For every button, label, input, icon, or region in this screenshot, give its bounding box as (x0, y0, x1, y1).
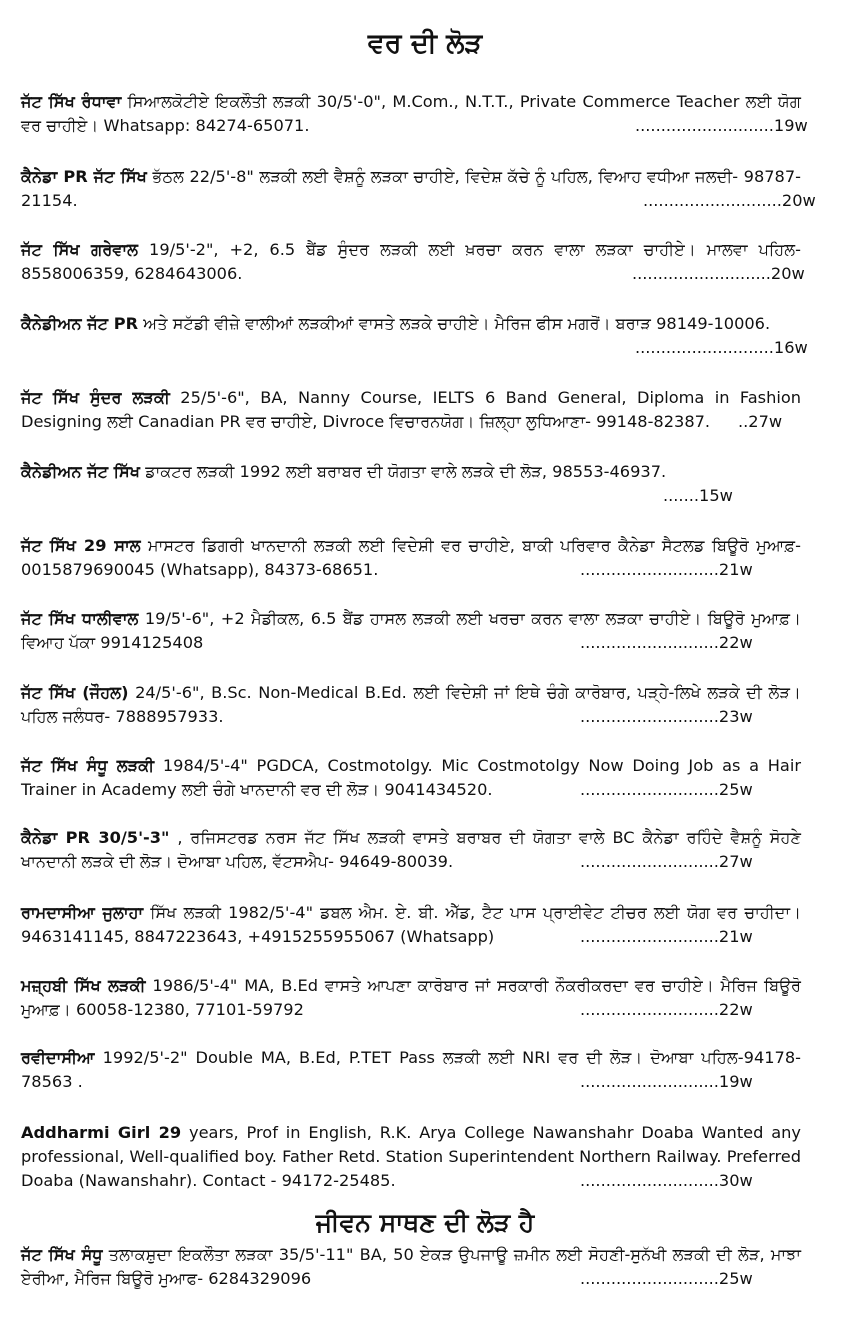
ad-text: 19/5'-2", +2, 6.5 ਬੈਂਡ ਸੁੰਦਰ ਲੜਕੀ ਲਈ ਖ਼ਰਚਾ ਕਰਨ ਵਾਲਾ ਲੜਕਾ ਚਾਹੀਏ। ਮਾਲਵਾ ਪਹਿਲ- 8558006359, 6284643006. (21, 240, 801, 283)
ad-code: ...........................20w (643, 191, 816, 210)
ad-text: years, Prof in English, R.K. Arya College Nawanshahr Doaba Wanted any professional, Well-qualified boy. Father Retd. Station Superintendent Northern Railway. Preferred Doaba (Nawanshahr). Contact - 94172-25485. (21, 1123, 802, 1190)
ad-text: 1984/5'-4" PGDCA, Costmotolgy. Mic Costmotolgy Now Doing Job as a Hair Trainer in Academy ਲਈ ਚੰਗੇ ਖਾਨਦਾਨੀ ਵਰ ਦੀ ਲੋੜ। 9041434520. (21, 756, 801, 799)
ad-code: ...........................19w (580, 1072, 753, 1091)
ad-text: ਤਲਾਕਸ਼ੁਦਾ ਇਕਲੌਤਾ ਲੜਕਾ 35/5'-11" BA, 50 ਏਕੜ ਉਪਜਾਊ ਜ਼ਮੀਨ ਲਈ ਸੋਹਣੀ-ਸੁਨੱਖੀ ਲੜਕੀ ਦੀ ਲੋੜ, ਮਾਝਾ ਏਰੀਆ, ਮੈਰਿਜ ਬਿਊਰੋ ਮੁਆਫ- 6284329096 (21, 1245, 801, 1288)
ad-code: ...........................22w (580, 633, 753, 652)
ad-text: , ਰਜਿਸਟਰਡ ਨਰਸ ਜੱਟ ਸਿੱਖ ਲੜਕੀ ਵਾਸਤੇ ਬਰਾਬਰ ਦੀ ਯੋਗਤਾ ਵਾਲੇ BC ਕੈਨੇਡਾ ਰਹਿੰਦੇ ਵੈਸ਼ਨੂੰ ਸੋਹਣੇ ਖਾਨਦਾਨੀ ਲੜਕੇ ਦੀ ਲੋੜ। ਦੋਆਬਾ ਪਹਿਲ, ਵੱਟਸਐਪ- 94649-80039. (21, 828, 802, 871)
ad-code: ...........................25w (580, 780, 753, 799)
ad-code: ...........................21w (580, 927, 753, 946)
ad-text: ਸਿਆਲਕੋਟੀਏ ਇਕਲੌਤੀ ਲੜਕੀ 30/5'-0", M.Com., N.T.T., Private Commerce Teacher ਲਈ ਯੋਗ ਵਰ ਚਾਹੀਏ। Whatsapp: 84274-65071. (21, 92, 801, 135)
ad-code: ...........................16w (635, 338, 808, 357)
ad-lead: ਜੱਟ ਸਿੱਖ (ਜੌਹਲ) (21, 683, 129, 702)
ad-text: ਸਿੱਖ ਲੜਕੀ 1982/5'-4" ਡਬਲ ਐਮ. ਏ. ਬੀ. ਐੱਡ, ਟੈਟ ਪਾਸ ਪ੍ਰਾਈਵੇਟ ਟੀਚਰ ਲਈ ਯੋਗ ਵਰ ਚਾਹੀਦਾ। 9463141145, 8847223643, +4915255955067 (Whatsapp) (21, 903, 801, 946)
ad-lead: ਜੱਟ ਸਿੱਖ ਸੰਧੂ (21, 1245, 103, 1264)
ad-lead: ਕੈਨੇਡੀਅਨ ਜੱਟ ਸਿੱਖ (21, 462, 141, 481)
section-title: ਜੀਵਨ ਸਾਥਣ ਦੀ ਲੋੜ ਹੈ (315, 1208, 535, 1237)
ad-lead: ਕੈਨੇਡੀਅਨ ਜੱਟ PR (21, 314, 139, 333)
ad-lead: ਜੱਟ ਸਿੱਖ ਸੁੰਦਰ ਲੜਕੀ (21, 388, 170, 407)
ad-code: ...........................20w (632, 264, 805, 283)
ad-text: ਭੱਠਲ 22/5'-8" ਲੜਕੀ ਲਈ ਵੈਸ਼ਨੂੰ ਲੜਕਾ ਚਾਹੀਏ, ਵਿਦੇਸ਼ ਕੱਚੇ ਨੂੰ ਪਹਿਲ, ਵਿਆਹ ਵਧੀਆ ਜਲਦੀ- 98787-21154. (21, 167, 801, 210)
ad-lead: ਕੈਨੇਡਾ PR 30/5'-3" (21, 828, 170, 847)
ad-lead: ਕੈਨੇਡਾ PR ਜੱਟ ਸਿੱਖ (21, 167, 147, 186)
ad-code: ...........................27w (580, 852, 753, 871)
ad-code: ...........................22w (580, 1000, 753, 1019)
ad-code: ..27w (738, 412, 783, 431)
ad-text: ਡਾਕਟਰ ਲੜਕੀ 1992 ਲਈ ਬਰਾਬਰ ਦੀ ਯੋਗਤਾ ਵਾਲੇ ਲੜਕੇ ਦੀ ਲੋੜ, 98553-46937. (145, 462, 667, 481)
ad-lead: ਰਾਮਦਾਸੀਆ ਜੁਲਾਹਾ (21, 903, 144, 922)
ad-text: ਅਤੇ ਸਟੱਡੀ ਵੀਜ਼ੇ ਵਾਲੀਆਂ ਲੜਕੀਆਂ ਵਾਸਤੇ ਲੜਕੇ ਚਾਹੀਏ। ਮੈਰਿਜ ਫੀਸ ਮਗਰੋਂ। ਬਰਾੜ 98149-10006. (143, 314, 771, 333)
ad-code: ...........................21w (580, 560, 753, 579)
ad-lead: ਜੱਟ ਸਿੱਖ ਸੰਧੂ ਲੜਕੀ (21, 756, 155, 775)
ad-lead: ਜੱਟ ਸਿੱਖ ਰੰਧਾਵਾ (21, 92, 122, 111)
ad-lead: Addharmi Girl 29 (21, 1123, 182, 1142)
ad-text: 19/5'-6", +2 ਮੈਡੀਕਲ, 6.5 ਬੈਂਡ ਹਾਸਲ ਲੜਕੀ ਲਈ ਖਰਚਾ ਕਰਨ ਵਾਲਾ ਲੜਕਾ ਚਾਹੀਏ। ਬਿਊਰੋ ਮੁਆਫ਼। ਵਿਆਹ ਪੱਕਾ 9914125408 (21, 609, 801, 652)
page-title: ਵਰ ਦੀ ਲੋੜ (367, 28, 483, 59)
ad-code: .......15w (663, 486, 733, 505)
ad-code: ...........................23w (580, 707, 753, 726)
ad-lead: ਜੱਟ ਸਿੱਖ ਗਰੇਵਾਲ (21, 240, 139, 259)
ad-text: 24/5'-6", B.Sc. Non-Medical B.Ed. ਲਈ ਵਿਦੇਸ਼ੀ ਜਾਂ ਇਥੇ ਚੰਗੇ ਕਾਰੋਬਾਰ, ਪੜ੍ਹੇ-ਲਿਖੇ ਲੜਕੇ ਦੀ ਲੋੜ। ਪਹਿਲ ਜਲੰਧਰ- 7888957933. (21, 683, 801, 726)
ad-code: ...........................30w (580, 1171, 753, 1190)
ad-code: ...........................19w (635, 116, 808, 135)
ad-lead: ਮਜ਼੍ਹਬੀ ਸਿੱਖ ਲੜਕੀ (21, 976, 146, 995)
ad-text: 25/5'-6", BA, Nanny Course, IELTS 6 Band General, Diploma in Fashion Designing ਲਈ Canadian PR ਵਰ ਚਾਹੀਏ, Divroce ਵਿਚਾਰਨਯੋਗ। ਜ਼ਿਲ੍ਹਾ ਲੁਧਿਆਣਾ- 99148-82387. (21, 388, 801, 431)
ad-lead: ਜੱਟ ਸਿੱਖ 29 ਸਾਲ (21, 536, 141, 555)
ad-text: 1986/5'-4" MA, B.Ed ਵਾਸਤੇ ਆਪਣਾ ਕਾਰੋਬਾਰ ਜਾਂ ਸਰਕਾਰੀ ਨੌਕਰੀਕਰਦਾ ਵਰ ਚਾਹੀਏ। ਮੈਰਿਜ ਬਿਊਰੋ ਮੁਆਫ਼। 60058-12380, 77101-59792 (21, 976, 801, 1019)
classified-ad (21, 386, 801, 434)
ad-text: ਮਾਸਟਰ ਡਿਗਰੀ ਖਾਨਦਾਨੀ ਲੜਕੀ ਲਈ ਵਿਦੇਸ਼ੀ ਵਰ ਚਾਹੀਏ, ਬਾਕੀ ਪਰਿਵਾਰ ਕੈਨੇਡਾ ਸੈਟਲਡ ਬਿਊਰੋ ਮੁਆਫ਼- 0015879690045 (Whatsapp), 84373-68651. (21, 536, 801, 579)
ad-lead: ਰਵੀਦਾਸੀਆ (21, 1048, 95, 1067)
ad-code: ...........................25w (580, 1269, 753, 1288)
ad-text: 1992/5'-2" Double MA, B.Ed, P.TET Pass ਲੜਕੀ ਲਈ NRI ਵਰ ਦੀ ਲੋੜ। ਦੋਆਬਾ ਪਹਿਲ-94178-78563 . (21, 1048, 801, 1091)
ad-lead: ਜੱਟ ਸਿੱਖ ਧਾਲੀਵਾਲ (21, 609, 139, 628)
